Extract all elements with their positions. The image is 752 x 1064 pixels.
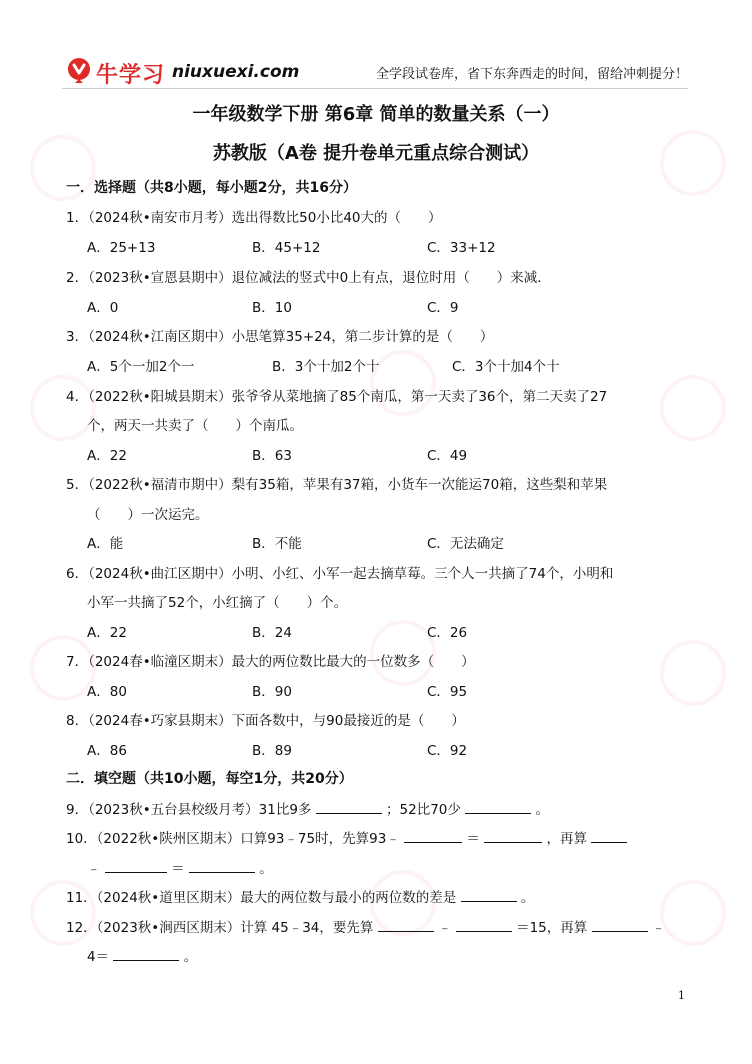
answer-blank[interactable]: [378, 919, 434, 932]
question-7-option-a[interactable]: A．80: [87, 684, 127, 700]
question-9-part1: 9．（2023秋•五台县校级月考）31比9多: [66, 802, 312, 818]
question-7-text: 7．（2024春•临潼区期末）最大的两位数比最大的一位数多（ ）: [66, 654, 475, 670]
question-10-part2: ＝: [466, 831, 480, 847]
watermark-logo: [357, 337, 449, 429]
question-8-option-b[interactable]: B．89: [252, 743, 292, 759]
question-6-text: 6．（2024秋•曲江区期中）小明、小红、小军一起去摘草莓。三个人一共摘了74个，小明和: [66, 566, 614, 582]
question-11-part2: 。: [520, 890, 535, 906]
question-10-part4: ﹣: [87, 861, 101, 877]
question-12: [66, 916, 665, 936]
question-1-text: 1．（2024秋•南安市月考）选出得数比50小比40大的（ ）: [66, 210, 442, 226]
question-4-option-a[interactable]: A．22: [87, 448, 127, 464]
answer-blank[interactable]: [404, 830, 462, 843]
watermark-logo: [17, 122, 109, 214]
question-12-part4: ﹣: [651, 920, 666, 936]
brand-name-en[interactable]: niuxuexi.com: [172, 62, 300, 82]
question-12-part3: ＝15，再算: [516, 920, 588, 936]
question-6-option-c[interactable]: C．26: [427, 625, 468, 641]
page-header: [62, 52, 688, 92]
page-number: 1: [678, 989, 685, 1002]
question-5-text: 5．（2022秋•福清市期中）梨有35箱，苹果有37箱，小货车一次能运70箱，这些梨和苹果: [66, 477, 608, 493]
question-5-option-b[interactable]: B．不能: [252, 536, 302, 552]
answer-blank[interactable]: [189, 860, 255, 873]
question-12-part2: ﹣: [438, 920, 452, 936]
question-5-option-c[interactable]: C．无法确定: [427, 536, 504, 552]
watermark-logo: [17, 362, 109, 454]
question-3-option-a[interactable]: A．5个一加2个一: [87, 359, 195, 375]
header-divider: [62, 88, 688, 89]
question-8-text: 8．（2024春•巧家县期末）下面各数中，与90最接近的是（ ）: [66, 713, 465, 729]
question-9-part2: ；52比70少: [386, 802, 461, 818]
section-heading-choice: 一．选择题（共8小题，每小题2分，共16分）: [66, 180, 357, 196]
question-6-option-b[interactable]: B．24: [252, 625, 292, 641]
question-2-option-b[interactable]: B．10: [252, 300, 292, 316]
question-5-text-cont: （ ）一次运完。: [87, 507, 209, 523]
question-6-option-a[interactable]: A．22: [87, 625, 127, 641]
answer-blank[interactable]: [316, 801, 382, 814]
question-1-option-b[interactable]: B．45+12: [252, 240, 321, 256]
brand-name-cn: 牛学习: [96, 63, 166, 88]
question-12-part1: 12．（2023秋•涧西区期末）计算 45﹣34，要先算: [66, 920, 374, 936]
question-10-part5: ＝: [171, 861, 185, 877]
question-4-text: 4．（2022秋•阳城县期末）张爷爷从菜地摘了85个南瓜，第一天卖了36个，第二天卖了27: [66, 389, 608, 405]
question-7-option-b[interactable]: B．90: [252, 684, 292, 700]
question-2-option-c[interactable]: C．9: [427, 300, 459, 316]
question-9-part3: 。: [535, 802, 549, 818]
answer-blank[interactable]: [456, 919, 512, 932]
question-10-cont: [87, 857, 273, 877]
answer-blank[interactable]: [592, 919, 648, 932]
question-7-option-c[interactable]: C．95: [427, 684, 468, 700]
answer-blank[interactable]: [465, 801, 531, 814]
question-10: [66, 827, 627, 847]
watermark-logo: [647, 867, 739, 959]
question-2-option-a[interactable]: A．0: [87, 300, 119, 316]
answer-blank[interactable]: [591, 830, 627, 843]
question-2-text: 2．（2023秋•宣恩县期中）退位减法的竖式中0上有点，退位时用（ ）来减．: [66, 270, 551, 286]
question-4-text-cont: 个，两天一共卖了（ ）个南瓜。: [87, 418, 303, 434]
answer-blank[interactable]: [105, 860, 167, 873]
question-1-option-a[interactable]: A．25+13: [87, 240, 156, 256]
question-4-option-b[interactable]: B．63: [252, 448, 292, 464]
question-6-text-cont: 小军一共摘了52个，小红摘了（ ）个。: [87, 595, 348, 611]
question-4-option-c[interactable]: C．49: [427, 448, 468, 464]
section-heading-fill: 二．填空题（共10小题，每空1分，共20分）: [66, 771, 353, 787]
question-8-option-a[interactable]: A．86: [87, 743, 127, 759]
header-slogan: 全学段试卷库，省下东奔西走的时间，留给冲刺提分！: [375, 67, 688, 82]
question-8-option-c[interactable]: C．92: [427, 743, 468, 759]
question-11: [66, 886, 534, 906]
question-3-option-c[interactable]: C．3个十加4个十: [452, 359, 560, 375]
question-10-part6: 。: [259, 861, 273, 877]
watermark-logo: [647, 627, 739, 719]
question-5-option-a[interactable]: A．能: [87, 536, 124, 552]
answer-blank[interactable]: [113, 948, 179, 961]
question-3-option-b[interactable]: B．3个十加2个十: [272, 359, 380, 375]
question-12-part6: 。: [183, 949, 198, 965]
answer-blank[interactable]: [461, 889, 517, 902]
question-12-part5: 4＝: [87, 949, 110, 965]
document-title: 一年级数学下册 第6章 简单的数量关系（一）: [192, 104, 560, 125]
brand-logo-icon: [66, 57, 92, 83]
answer-blank[interactable]: [484, 830, 542, 843]
question-11-part1: 11．（2024秋•道里区期末）最大的两位数与最小的两位数的差是: [66, 890, 457, 906]
question-3-text: 3．（2024秋•江南区期中）小思笔算35+24，第二步计算的是（ ）: [66, 329, 494, 345]
question-10-part3: ，再算: [546, 831, 587, 847]
question-10-part1: 10．（2022秋•陕州区期末）口算93﹣75时，先算93﹣: [66, 831, 400, 847]
question-9: [66, 798, 549, 818]
question-12-cont: [87, 945, 197, 965]
question-1-option-c[interactable]: C．33+12: [427, 240, 496, 256]
document-subtitle: 苏教版（A卷 提升卷单元重点综合测试）: [212, 143, 540, 164]
watermark-logo: [647, 362, 739, 454]
